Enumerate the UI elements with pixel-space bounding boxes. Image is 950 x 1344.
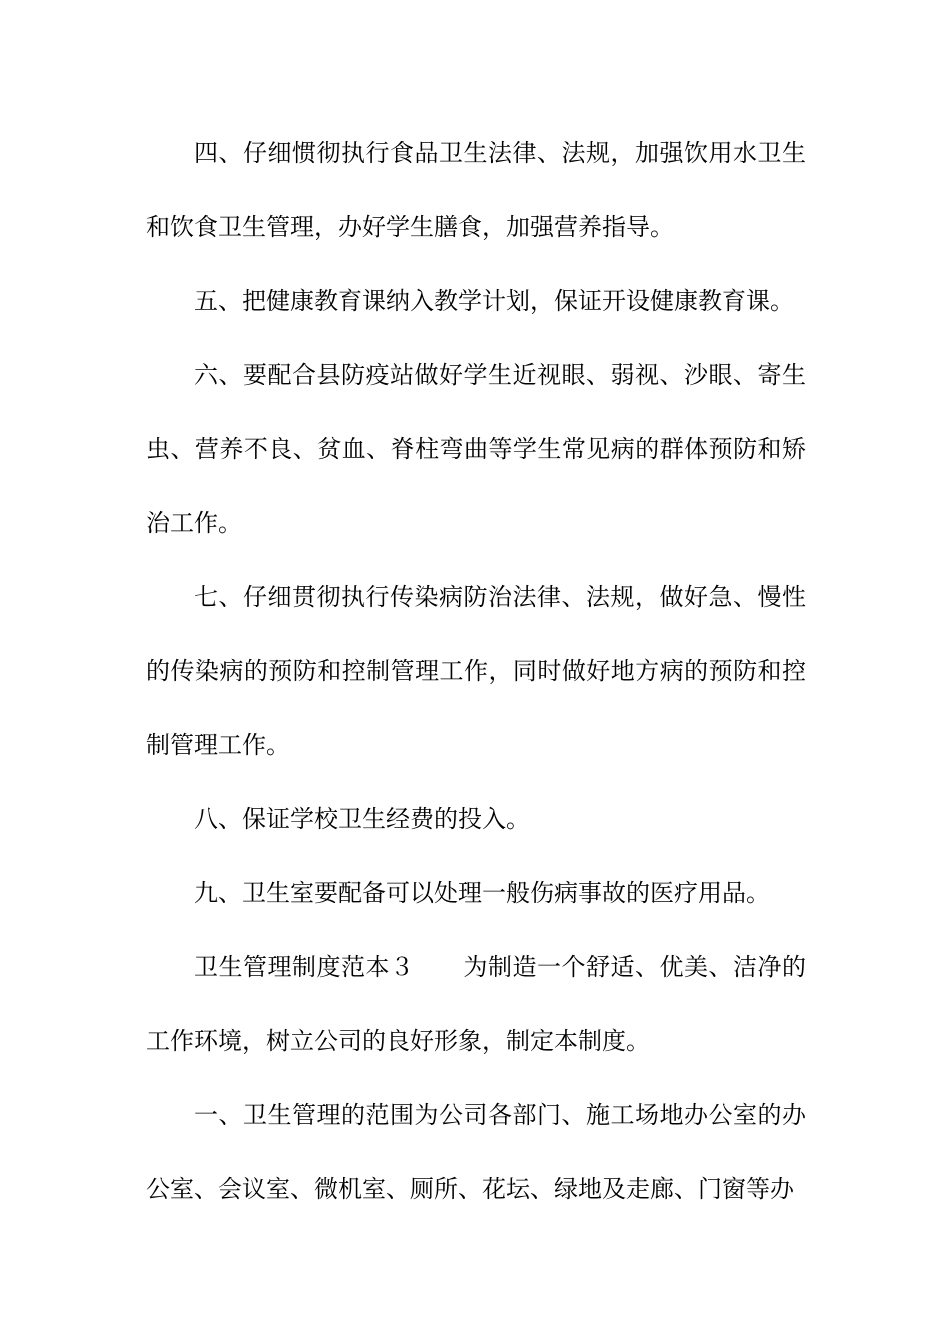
paragraph-item-6: 六、要配合县防疫站做好学生近视眼、弱视、沙眼、寄生虫、营养不良、贫血、脊柱弯曲等学生常见病的群体预防和矫治工作。 — [146, 361, 806, 537]
paragraph-item-4: 四、仔细惯彻执行食品卫生法律、法规，加强饮用水卫生和饮食卫生管理，办好学生膳食，加强营养指导。 — [146, 139, 806, 241]
paragraph-item-9: 九、卫生室要配备可以处理一般伤病事故的医疗用品。 — [194, 879, 770, 907]
document-body — [146, 116, 806, 1226]
paragraph-item-8: 八、保证学校卫生经费的投入。 — [194, 805, 530, 833]
paragraph-item-1: 一、卫生管理的范围为公司各部门、施工场地办公室的办公室、会议室、微机室、厕所、花坛、绿地及走廊、门窗等办 — [146, 1101, 806, 1203]
section-heading-paragraph: 卫生管理制度范本３ 为制造一个舒适、优美、洁净的工作环境，树立公司的良好形象，制定本制度。 — [146, 953, 806, 1055]
paragraph-item-5: 五、把健康教育课纳入教学计划，保证开设健康教育课。 — [194, 287, 794, 315]
paragraph-item-7: 七、仔细贯彻执行传染病防治法律、法规，做好急、慢性的传染病的预防和控制管理工作，同时做好地方病的预防和控制管理工作。 — [146, 583, 806, 759]
